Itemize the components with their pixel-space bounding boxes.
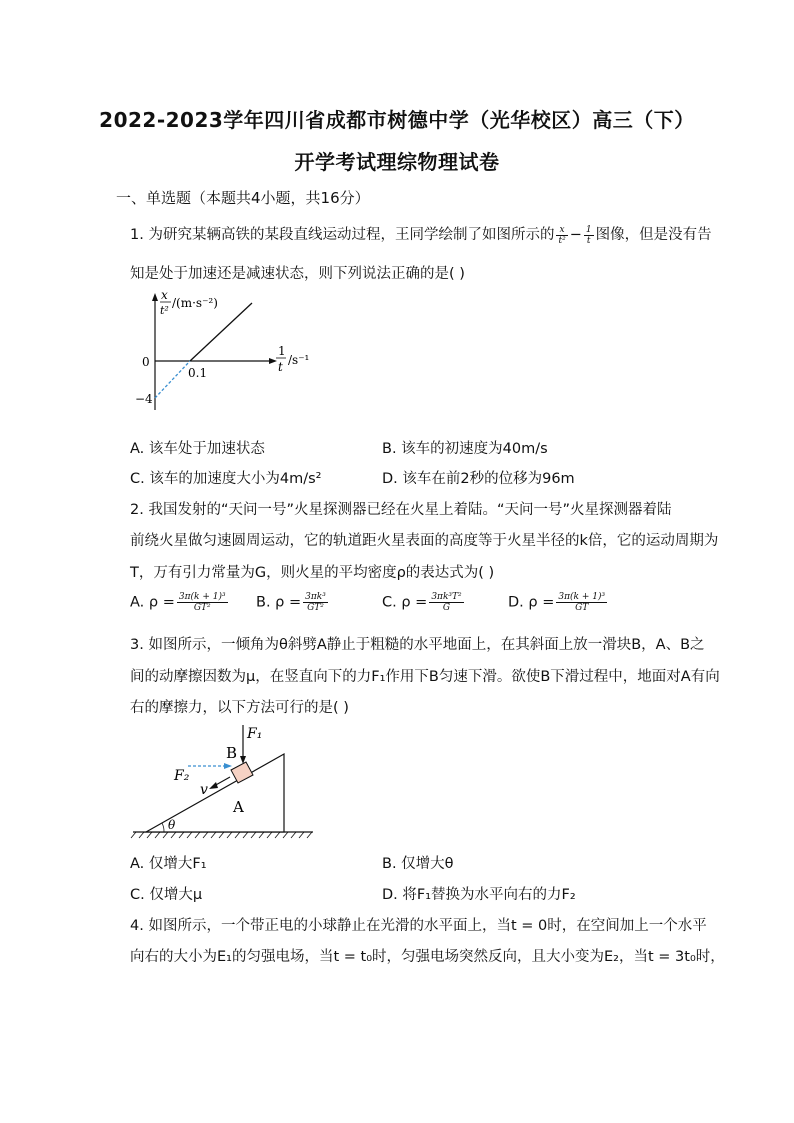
label-A: A bbox=[233, 798, 244, 816]
page-subtitle: 开学考试理综物理试卷 bbox=[294, 150, 500, 174]
q3-line3: 右的摩擦力，以下方法可行的是( ) bbox=[130, 700, 349, 716]
q3-option-b[interactable]: B. 仅增大θ bbox=[382, 856, 454, 872]
graph-xlabel-den: t bbox=[278, 360, 283, 374]
q1-dash: − bbox=[569, 227, 582, 243]
q1-text-pre: 1. 为研究某辆高铁的某段直线运动过程，王同学绘制了如图所示的 bbox=[130, 227, 555, 243]
q3-incline-figure bbox=[128, 720, 318, 845]
q1-frac-x-over-t2: $\frac{x}{\text{t²}}$ bbox=[558, 224, 566, 246]
q2-line1: 2. 我国发射的“天问一号”火星探测器已经在火星上着陆。“天问一号”火星探测器着陆 bbox=[130, 502, 672, 518]
graph-x-tick: 0.1 bbox=[188, 366, 208, 380]
label-F1: F₁ bbox=[247, 726, 263, 742]
graph-y-tick: −4 bbox=[135, 392, 153, 406]
q1-option-b[interactable]: B. 该车的初速度为40m/s bbox=[382, 441, 548, 457]
q1-line1 bbox=[130, 223, 712, 246]
graph-xlabel-unit: /s⁻¹ bbox=[288, 353, 310, 367]
q1-option-c[interactable]: C. 该车的加速度大小为4m/s² bbox=[130, 471, 322, 487]
graph-ylabel-num: x bbox=[161, 288, 168, 302]
q4-line2: 向右的大小为E₁的匀强电场，当t = t₀时，匀强电场突然反向，且大小变为E₂，当t = 3t₀时， bbox=[130, 949, 725, 965]
q2-option-c[interactable]: C. ρ = $\frac{\text{3πk³T²}}{G}$ bbox=[382, 592, 462, 613]
q2-option-d[interactable]: D. ρ = $\frac{\text{3π(k + 1)³}}{GT}$ bbox=[508, 592, 606, 613]
q2-line3: T，万有引力常量为G，则火星的平均密度ρ的表达式为( ) bbox=[130, 565, 495, 581]
label-theta: θ bbox=[168, 818, 176, 832]
q1-line2: 知是处于加速还是减速状态，则下列说法正确的是( ) bbox=[130, 266, 465, 282]
label-B: B bbox=[226, 744, 238, 762]
graph-ylabel-unit: /(m·s⁻²) bbox=[172, 296, 218, 310]
q4-line1: 4. 如图所示，一个带正电的小球静止在光滑的水平面上，当t = 0时，在空间加上一个水平 bbox=[130, 918, 707, 934]
label-v: v bbox=[200, 782, 208, 798]
graph-ylabel-den: t² bbox=[160, 304, 169, 317]
q1-option-a[interactable]: A. 该车处于加速状态 bbox=[130, 441, 265, 457]
graph-origin: 0 bbox=[142, 355, 150, 369]
q3-option-d[interactable]: D. 将F₁替换为水平向右的力F₂ bbox=[382, 887, 576, 903]
page-title: 2022-2023学年四川省成都市树德中学（光华校区）高三（下） bbox=[99, 108, 695, 132]
q2-option-a[interactable]: A. ρ = $\frac{\text{3π(k + 1)³}}{\text{GT²}}$ bbox=[130, 592, 226, 613]
label-F2: F₂ bbox=[174, 768, 190, 784]
q3-option-c[interactable]: C. 仅增大μ bbox=[130, 887, 203, 903]
q1-option-d[interactable]: D. 该车在前2秒的位移为96m bbox=[382, 471, 575, 487]
section-heading: 一、单选题（本题共4小题，共16分） bbox=[116, 189, 370, 207]
q2-line2: 前绕火星做匀速圆周运动，它的轨道距火星表面的高度等于火星半径的k倍，它的运动周期为 bbox=[130, 533, 719, 549]
q1-text-post: 图像，但是没有告 bbox=[595, 227, 712, 243]
q2-option-b[interactable]: B. ρ = $\frac{\text{3πk³}}{\text{GT²}}$ bbox=[256, 592, 326, 613]
q1-frac-1-over-t: $\frac{1}{t}$ bbox=[585, 224, 592, 246]
q3-line2: 间的动摩擦因数为μ，在竖直向下的力F₁作用下B匀速下滑。欲使B下滑过程中，地面对A有向 bbox=[130, 669, 720, 685]
q3-line1: 3. 如图所示，一倾角为θ斜劈A静止于粗糙的水平地面上，在其斜面上放一滑块B，A、B之 bbox=[130, 637, 705, 653]
q1-graph bbox=[130, 285, 320, 420]
graph-xlabel-num: 1 bbox=[278, 344, 286, 358]
q3-option-a[interactable]: A. 仅增大F₁ bbox=[130, 856, 207, 872]
